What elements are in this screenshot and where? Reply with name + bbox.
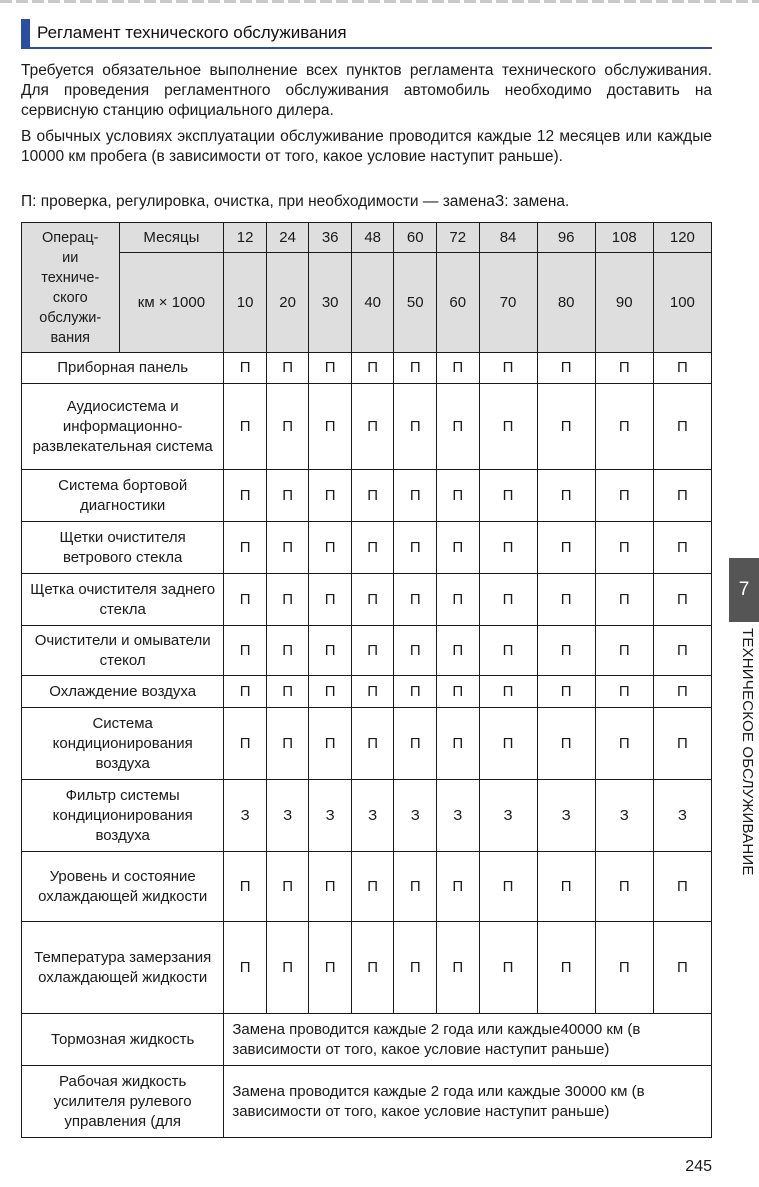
km-70: 70 [479, 253, 537, 353]
km-label: км × 1000 [119, 253, 224, 353]
schedule-mark: З [266, 780, 309, 852]
km-60: 60 [436, 253, 479, 353]
km-30: 30 [309, 253, 352, 353]
maintenance-schedule-table [21, 222, 712, 1138]
header-months-row [22, 223, 712, 253]
legend-paragraph: П: проверка, регулировка, очистка, при необходимости — заменаЗ: замена. [21, 193, 570, 210]
schedule-mark: П [394, 852, 437, 922]
schedule-mark: П [309, 676, 352, 708]
schedule-mark: П [436, 522, 479, 574]
schedule-mark: П [537, 384, 595, 470]
schedule-mark: П [224, 384, 267, 470]
schedule-mark: П [537, 922, 595, 1014]
schedule-mark: З [653, 780, 711, 852]
schedule-mark: П [309, 626, 352, 676]
schedule-mark: П [479, 626, 537, 676]
schedule-mark: П [394, 353, 437, 384]
km-50: 50 [394, 253, 437, 353]
table-header [22, 223, 712, 353]
header-km-row [22, 253, 712, 353]
chapter-tab: 7 [729, 558, 759, 622]
schedule-mark: П [595, 852, 653, 922]
schedule-mark: П [224, 922, 267, 1014]
schedule-mark: П [224, 626, 267, 676]
intro-paragraph: Требуется обязательное выполнение всех пунктов регламента технического обслуживания. Для проведения регламентного обслуживания автомобиль необходимо доставить на сервисную станцию официального дилера. [21, 62, 712, 119]
schedule-mark: П [537, 470, 595, 522]
table-row [22, 852, 712, 922]
schedule-mark: П [653, 708, 711, 780]
schedule-mark: П [224, 708, 267, 780]
note-row [22, 1066, 712, 1138]
km-90: 90 [595, 253, 653, 353]
schedule-mark: П [595, 708, 653, 780]
table-row [22, 574, 712, 626]
month-108: 108 [595, 223, 653, 253]
schedule-mark: З [351, 780, 394, 852]
month-96: 96 [537, 223, 595, 253]
schedule-mark: П [351, 676, 394, 708]
schedule-mark: П [224, 574, 267, 626]
month-36: 36 [309, 223, 352, 253]
schedule-mark: П [394, 626, 437, 676]
schedule-mark: П [309, 708, 352, 780]
schedule-mark: П [436, 470, 479, 522]
schedule-mark: П [436, 574, 479, 626]
section-heading [21, 19, 712, 49]
schedule-mark: П [595, 574, 653, 626]
table-body [22, 353, 712, 1138]
schedule-mark: П [351, 626, 394, 676]
schedule-mark: П [479, 522, 537, 574]
schedule-mark: П [537, 852, 595, 922]
schedule-mark: З [309, 780, 352, 852]
table-row [22, 384, 712, 470]
schedule-mark: П [595, 470, 653, 522]
schedule-mark: З [224, 780, 267, 852]
month-24: 24 [266, 223, 309, 253]
top-dotted-rule [0, 0, 759, 3]
chapter-title-vertical: ТЕХНИЧЕСКОЕ ОБСЛУЖИВАНИЕ [739, 628, 756, 876]
schedule-mark: П [479, 574, 537, 626]
schedule-mark: П [436, 626, 479, 676]
month-12: 12 [224, 223, 267, 253]
schedule-mark: П [653, 922, 711, 1014]
schedule-mark: П [351, 922, 394, 1014]
operation-name: Щетка очистителя заднего стекла [22, 574, 224, 626]
schedule-mark: П [266, 522, 309, 574]
table-row [22, 922, 712, 1014]
schedule-mark: П [309, 353, 352, 384]
schedule-mark: П [653, 676, 711, 708]
operation-name: Рабочая жидкость усилителя рулевого управления (для [22, 1066, 224, 1138]
operation-name: Уровень и состояние охлаждающей жидкости [22, 852, 224, 922]
km-10: 10 [224, 253, 267, 353]
month-60: 60 [394, 223, 437, 253]
schedule-mark: П [537, 708, 595, 780]
operation-name: Система бортовой диагностики [22, 470, 224, 522]
month-120: 120 [653, 223, 711, 253]
operation-name: Система кондиционирования воздуха [22, 708, 224, 780]
schedule-mark: П [351, 708, 394, 780]
schedule-mark: П [394, 676, 437, 708]
schedule-mark: П [479, 708, 537, 780]
operation-name: Тормозная жидкость [22, 1014, 224, 1066]
km-20: 20 [266, 253, 309, 353]
schedule-mark: П [351, 384, 394, 470]
table-row [22, 353, 712, 384]
schedule-mark: П [537, 522, 595, 574]
km-80: 80 [537, 253, 595, 353]
schedule-mark: П [266, 470, 309, 522]
schedule-mark: П [479, 676, 537, 708]
schedule-mark: П [351, 470, 394, 522]
schedule-mark: П [595, 522, 653, 574]
schedule-mark: П [394, 384, 437, 470]
table-row [22, 708, 712, 780]
schedule-mark: П [351, 852, 394, 922]
schedule-mark: П [224, 676, 267, 708]
schedule-mark: П [309, 522, 352, 574]
operations-header: Операц- ии техниче- ского обслужи- вания [22, 223, 120, 353]
table-row [22, 676, 712, 708]
month-48: 48 [351, 223, 394, 253]
schedule-mark: П [351, 522, 394, 574]
operation-name: Фильтр системы кондиционирования воздуха [22, 780, 224, 852]
schedule-mark: П [266, 922, 309, 1014]
schedule-mark: З [436, 780, 479, 852]
schedule-mark: П [653, 626, 711, 676]
schedule-mark: П [479, 353, 537, 384]
month-72: 72 [436, 223, 479, 253]
schedule-mark: П [351, 574, 394, 626]
schedule-mark: П [266, 353, 309, 384]
schedule-mark: П [309, 574, 352, 626]
schedule-mark: П [653, 384, 711, 470]
schedule-mark: П [537, 676, 595, 708]
schedule-mark: П [537, 574, 595, 626]
schedule-mark: П [351, 353, 394, 384]
schedule-mark: П [309, 852, 352, 922]
schedule-mark: П [266, 676, 309, 708]
km-100: 100 [653, 253, 711, 353]
schedule-mark: П [595, 384, 653, 470]
schedule-mark: П [595, 922, 653, 1014]
schedule-mark: П [479, 852, 537, 922]
schedule-mark: П [653, 353, 711, 384]
months-label: Месяцы [119, 223, 224, 253]
schedule-mark: П [394, 470, 437, 522]
schedule-mark: П [266, 574, 309, 626]
schedule-mark: П [266, 852, 309, 922]
schedule-mark: П [266, 708, 309, 780]
schedule-mark: П [224, 522, 267, 574]
month-84: 84 [479, 223, 537, 253]
schedule-mark: З [479, 780, 537, 852]
schedule-mark: П [394, 708, 437, 780]
schedule-mark: П [653, 470, 711, 522]
schedule-mark: П [653, 852, 711, 922]
schedule-mark: П [595, 353, 653, 384]
operation-name: Приборная панель [22, 353, 224, 384]
schedule-mark: З [595, 780, 653, 852]
schedule-mark: П [309, 384, 352, 470]
table-row [22, 780, 712, 852]
heading-accent-bar [21, 19, 30, 49]
schedule-mark: П [224, 852, 267, 922]
schedule-mark: П [537, 353, 595, 384]
schedule-mark: П [479, 470, 537, 522]
schedule-mark: П [224, 353, 267, 384]
operation-name: Очистители и омыватели стекол [22, 626, 224, 676]
schedule-mark: П [436, 852, 479, 922]
schedule-mark: П [309, 470, 352, 522]
schedule-mark: П [479, 384, 537, 470]
schedule-mark: П [595, 676, 653, 708]
schedule-mark: З [537, 780, 595, 852]
note-row [22, 1014, 712, 1066]
schedule-mark: П [394, 522, 437, 574]
section-title: Регламент технического обслуживания [37, 23, 347, 42]
operation-name: Щетки очистителя ветрового стекла [22, 522, 224, 574]
schedule-mark: П [266, 384, 309, 470]
schedule-mark: П [653, 574, 711, 626]
operation-name: Аудиосистема и информационно-развлекательная система [22, 384, 224, 470]
schedule-mark: П [394, 574, 437, 626]
schedule-mark: П [537, 626, 595, 676]
schedule-mark: П [653, 522, 711, 574]
table-row [22, 626, 712, 676]
replacement-note: Замена проводится каждые 2 года или каждые40000 км (в зависимости от того, какое условие наступит раньше) [224, 1014, 712, 1066]
table-row [22, 522, 712, 574]
schedule-mark: П [436, 384, 479, 470]
schedule-mark: П [309, 922, 352, 1014]
table-row [22, 470, 712, 522]
schedule-mark: П [436, 676, 479, 708]
schedule-mark: П [224, 470, 267, 522]
operation-name: Охлаждение воздуха [22, 676, 224, 708]
schedule-mark: П [436, 353, 479, 384]
schedule-mark: П [479, 922, 537, 1014]
schedule-mark: П [436, 922, 479, 1014]
interval-paragraph: В обычных условиях эксплуатации обслуживание проводится каждые 12 месяцев или каждые 10000 км пробега (в зависимости от того, какое условие наступит раньше). [21, 128, 712, 165]
schedule-mark: П [436, 708, 479, 780]
schedule-mark: П [394, 922, 437, 1014]
schedule-mark: П [595, 626, 653, 676]
km-40: 40 [351, 253, 394, 353]
page-number: 245 [685, 1158, 712, 1175]
schedule-mark: З [394, 780, 437, 852]
replacement-note: Замена проводится каждые 2 года или каждые 30000 км (в зависимости от того, какое условие наступит раньше) [224, 1066, 712, 1138]
schedule-mark: П [266, 626, 309, 676]
operation-name: Температура замерзания охлаждающей жидкости [22, 922, 224, 1014]
